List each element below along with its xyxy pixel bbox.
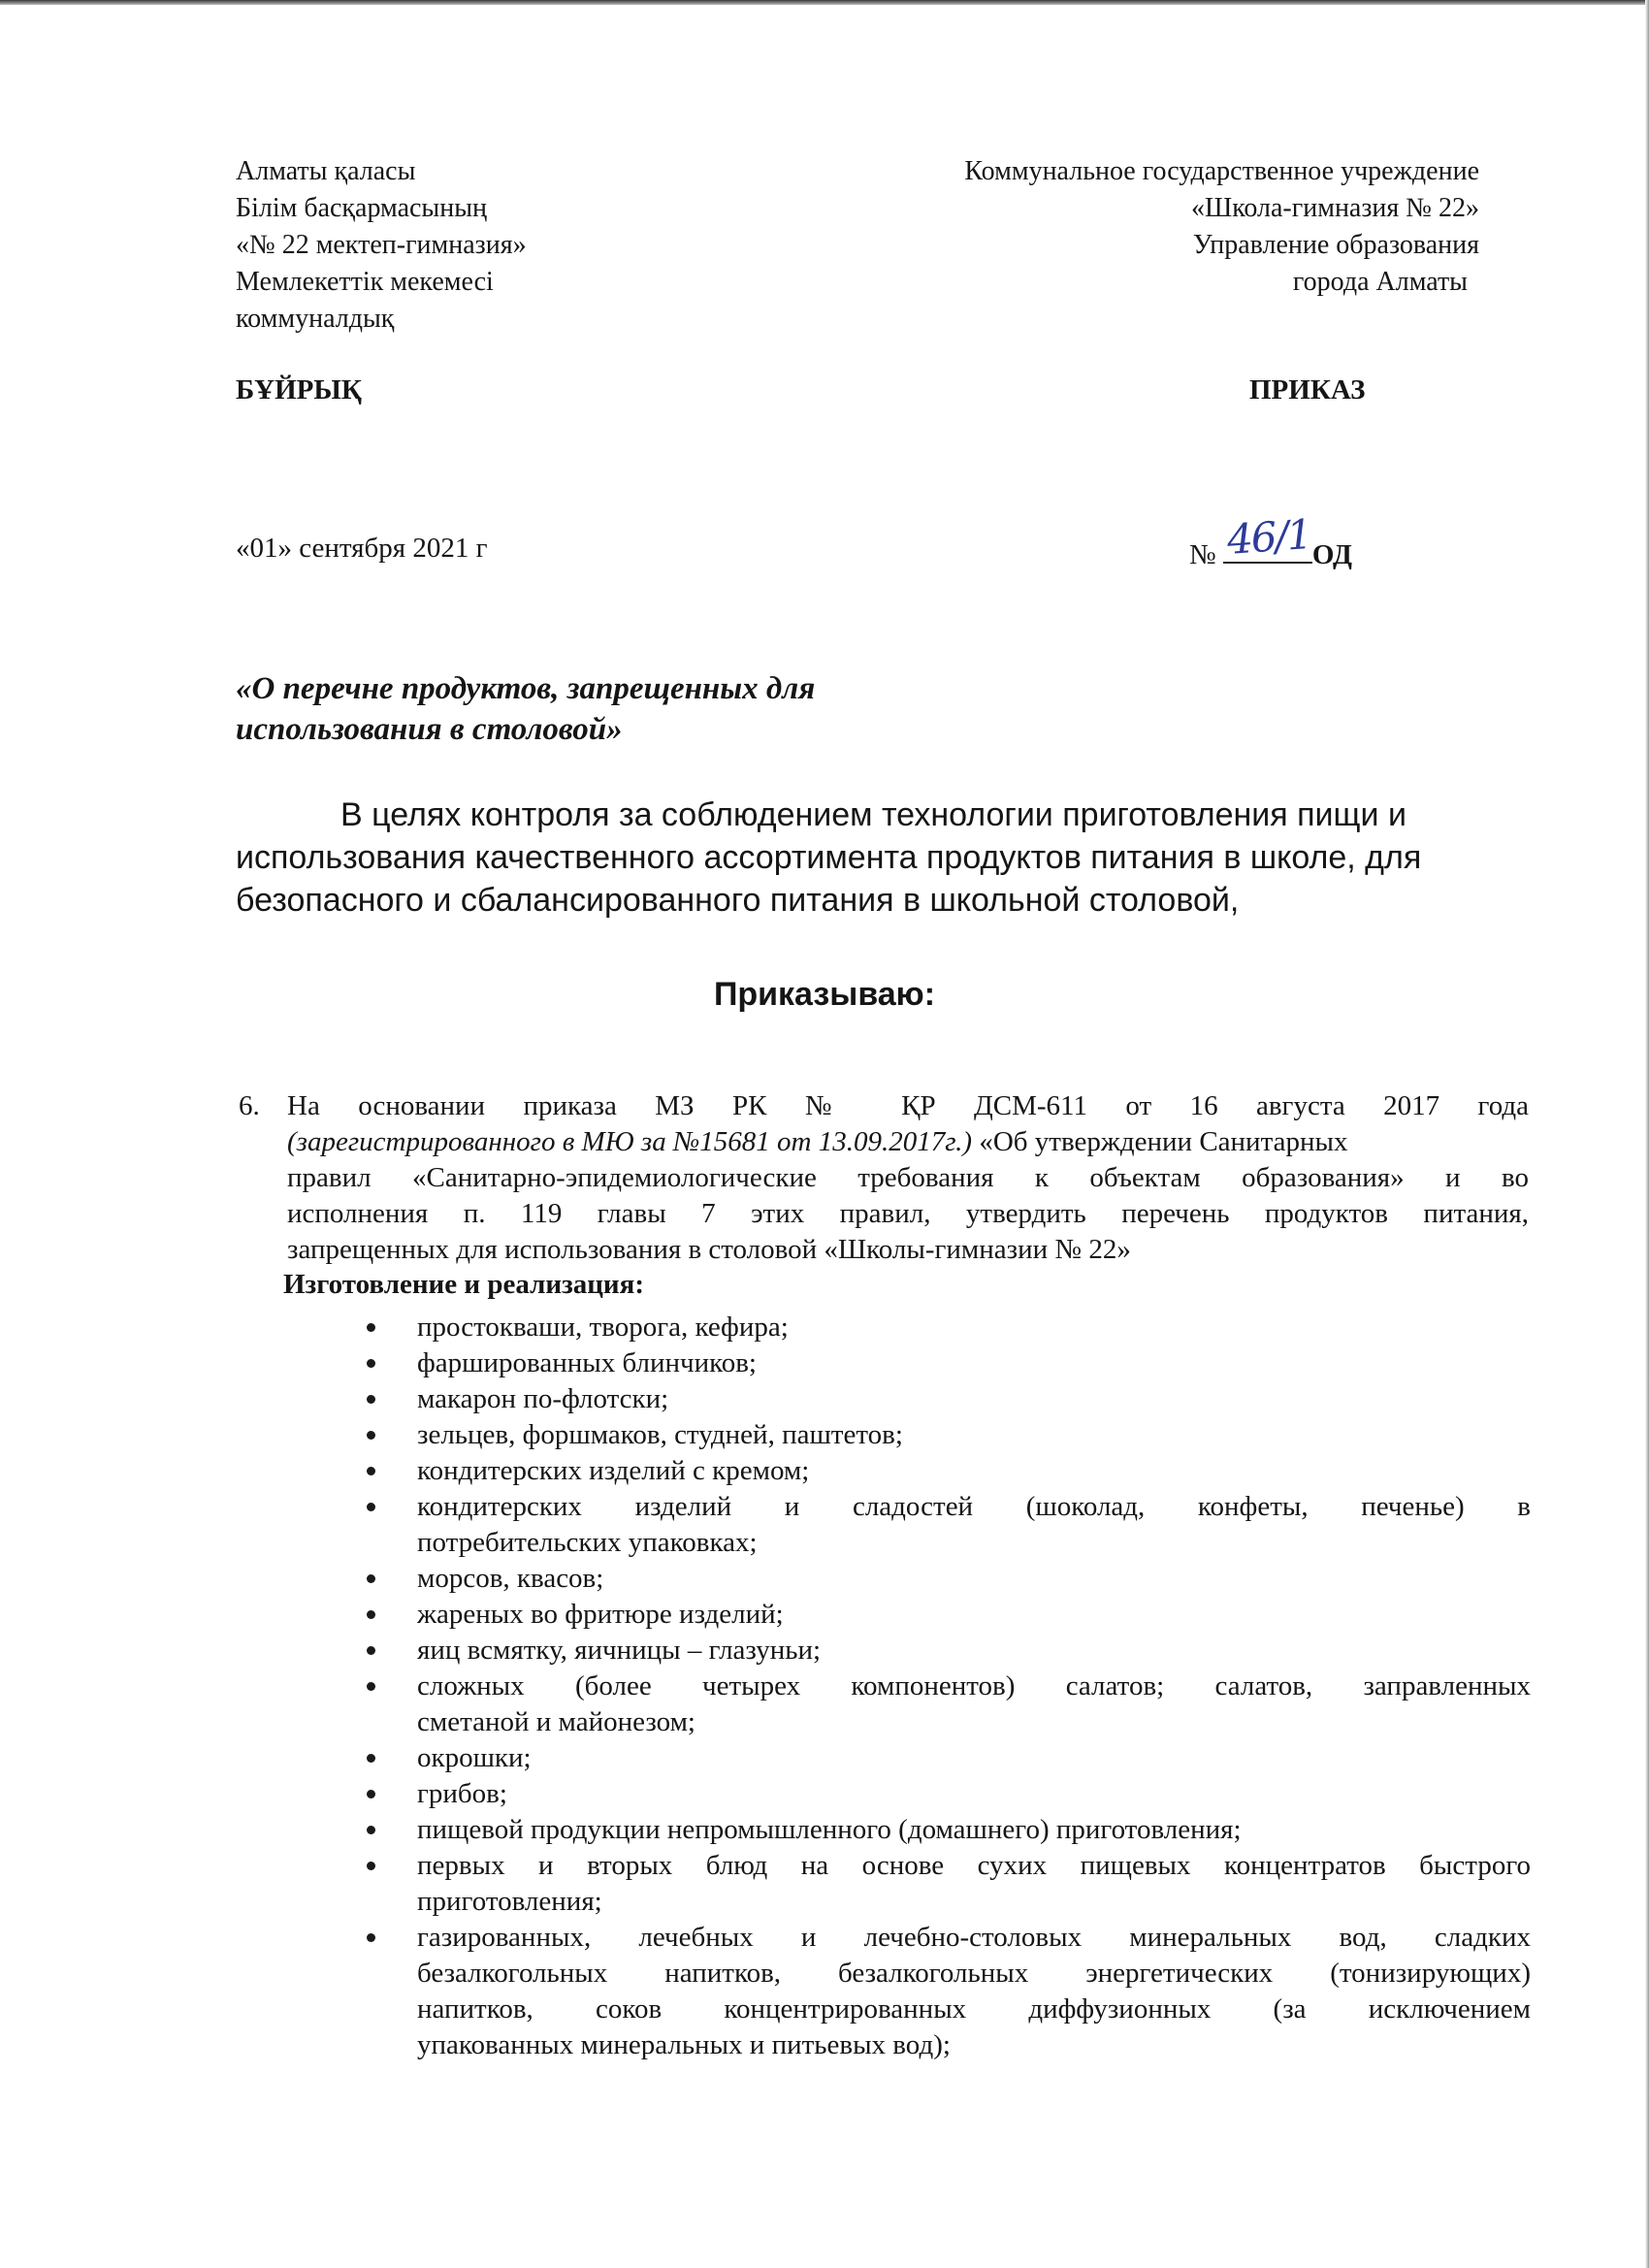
order-title <box>236 668 815 750</box>
point-line <box>287 1124 1529 1160</box>
number-suffix: ОД <box>1311 539 1352 570</box>
bullet-icon <box>367 1359 375 1368</box>
bullet-icon <box>367 1395 375 1404</box>
list-item-text: яиц всмятку, яичницы – глазуньи; <box>417 1635 822 1666</box>
scan-top-edge <box>0 0 1649 5</box>
list-item <box>367 1740 1531 1776</box>
intro-line: безопасного и сбалансированного питания в школьной столовой, <box>236 882 1240 919</box>
list-item <box>367 1381 1531 1417</box>
intro-line: В целях контроля за соблюдением технологии приготовления пищи и <box>340 796 1406 833</box>
header-russian <box>820 153 1479 301</box>
list-item <box>367 1453 1531 1489</box>
point-line-rest: «Об утверждении Санитарных <box>972 1126 1348 1157</box>
bullet-icon <box>367 1790 375 1798</box>
intro-paragraph <box>236 794 1487 922</box>
header-right-line: Коммунальное государственное учреждение <box>964 156 1479 186</box>
point-number: 6. <box>239 1090 260 1121</box>
list-item <box>367 1669 1531 1740</box>
doc-type-kazakh: БҰЙРЫҚ <box>236 374 362 405</box>
number-sign: № <box>1189 539 1216 570</box>
list-item-text: окрошки; <box>417 1742 532 1773</box>
point-line: На основании приказа МЗ РК № ҚР ДСМ-611 от 16 августа 2017 года <box>287 1090 1529 1121</box>
list-item <box>367 1812 1531 1848</box>
list-item <box>367 1489 1531 1561</box>
header-right-line: города Алматы <box>1292 267 1468 297</box>
header-kazakh <box>236 153 527 338</box>
header-right-line: Управление образования <box>1192 230 1479 260</box>
list-item <box>367 1848 1531 1920</box>
list-item-text: кондитерских изделий и сладостей (шоколад, конфеты, печенье) в <box>417 1491 1531 1522</box>
bullet-icon <box>367 1610 375 1619</box>
bullet-icon <box>367 1682 375 1691</box>
header-left-line: Алматы қаласы <box>236 156 416 186</box>
order-date: «01» сентября 2021 г <box>236 533 488 564</box>
list-item <box>367 1920 1531 2063</box>
bullet-icon <box>367 1574 375 1583</box>
list-item-text: зельцев, форшмаков, студней, паштетов; <box>417 1419 903 1450</box>
list-item-text: безалкогольных напитков, безалкогольных энергетических (тонизирующих) <box>417 1958 1531 1989</box>
header-left-line: Мемлекеттік мекемесі <box>236 267 494 297</box>
handwritten-number: 46/1 <box>1225 510 1312 564</box>
list-item <box>367 1417 1531 1453</box>
list-item <box>367 1776 1531 1812</box>
header-right-line: «Школа-гимназия № 22» <box>1190 193 1479 223</box>
section-title: Изготовление и реализация: <box>283 1269 644 1300</box>
list-item-text: простокваши, творога, кефира; <box>417 1312 789 1343</box>
list-item-text: макарон по-флотски; <box>417 1383 669 1414</box>
list-item-text: напитков, соков концентрированных диффузионных (за исключением <box>417 1993 1531 2025</box>
bullet-icon <box>367 1431 375 1440</box>
bullet-icon <box>367 1754 375 1763</box>
order-title-line: «О перечне продуктов, запрещенных для <box>236 671 816 706</box>
list-item-text: первых и вторых блюд на основе сухих пищевых концентратов быстрого <box>417 1850 1531 1881</box>
bullet-icon <box>367 1826 375 1834</box>
list-item-text: сложных (более четырех компонентов) салатов; салатов, заправленных <box>417 1670 1531 1701</box>
intro-line: использования качественного ассортимента продуктов питания в школе, для <box>236 839 1422 876</box>
order-title-line: использования в столовой» <box>236 712 623 747</box>
list-item-text: кондитерских изделий с кремом; <box>417 1455 810 1486</box>
list-item <box>367 1597 1531 1633</box>
bullet-icon <box>367 1323 375 1332</box>
list-item-text: грибов; <box>417 1778 507 1809</box>
point-line: исполнения п. 119 главы 7 этих правил, утвердить перечень продуктов питания, <box>287 1198 1529 1229</box>
list-item-text: упакованных минеральных и питьевых вод); <box>417 2029 951 2060</box>
scan-right-edge <box>1645 0 1649 2268</box>
list-item <box>367 1310 1531 1345</box>
bullet-icon <box>367 1933 375 1942</box>
list-item <box>367 1633 1531 1669</box>
header-left-line: коммуналдық <box>236 304 395 334</box>
doc-type-russian: ПРИКАЗ <box>1249 374 1366 405</box>
list-item-text: морсов, квасов; <box>417 1563 604 1594</box>
list-item-text: приготовления; <box>417 1886 602 1917</box>
list-item <box>367 1561 1531 1597</box>
prohibited-items-list <box>367 1310 1531 2063</box>
list-item-text: фаршированных блинчиков; <box>417 1347 757 1378</box>
point-text <box>287 1088 1529 1268</box>
list-item-text: потребительских упаковках; <box>417 1527 758 1558</box>
bullet-icon <box>367 1503 375 1511</box>
list-item-text: пищевой продукции непромышленного (домашнего) приготовления; <box>417 1814 1242 1845</box>
bullet-icon <box>367 1862 375 1870</box>
order-number <box>1189 510 1352 571</box>
order-heading: Приказываю: <box>713 976 936 1013</box>
list-item-text: сметаной и майонезом; <box>417 1706 695 1737</box>
list-item-text: жареных во фритюре изделий; <box>417 1599 784 1630</box>
point-registration-note: (зарегистрированного в МЮ за №15681 от 13.09.2017г.) <box>287 1126 973 1157</box>
number-signature-line <box>1223 510 1312 564</box>
point-line: запрещенных для использования в столовой «Школы-гимназии № 22» <box>287 1234 1131 1265</box>
bullet-icon <box>367 1467 375 1475</box>
list-item-text: газированных, лечебных и лечебно-столовых минеральных вод, сладких <box>417 1922 1531 1953</box>
list-item <box>367 1345 1531 1381</box>
header-left-line: Білім басқармасының <box>236 193 488 223</box>
header-left-line: «№ 22 мектеп-гимназия» <box>236 230 527 260</box>
bullet-icon <box>367 1646 375 1655</box>
point-line: правил «Санитарно-эпидемиологические требования к объектам образования» и во <box>287 1162 1529 1193</box>
